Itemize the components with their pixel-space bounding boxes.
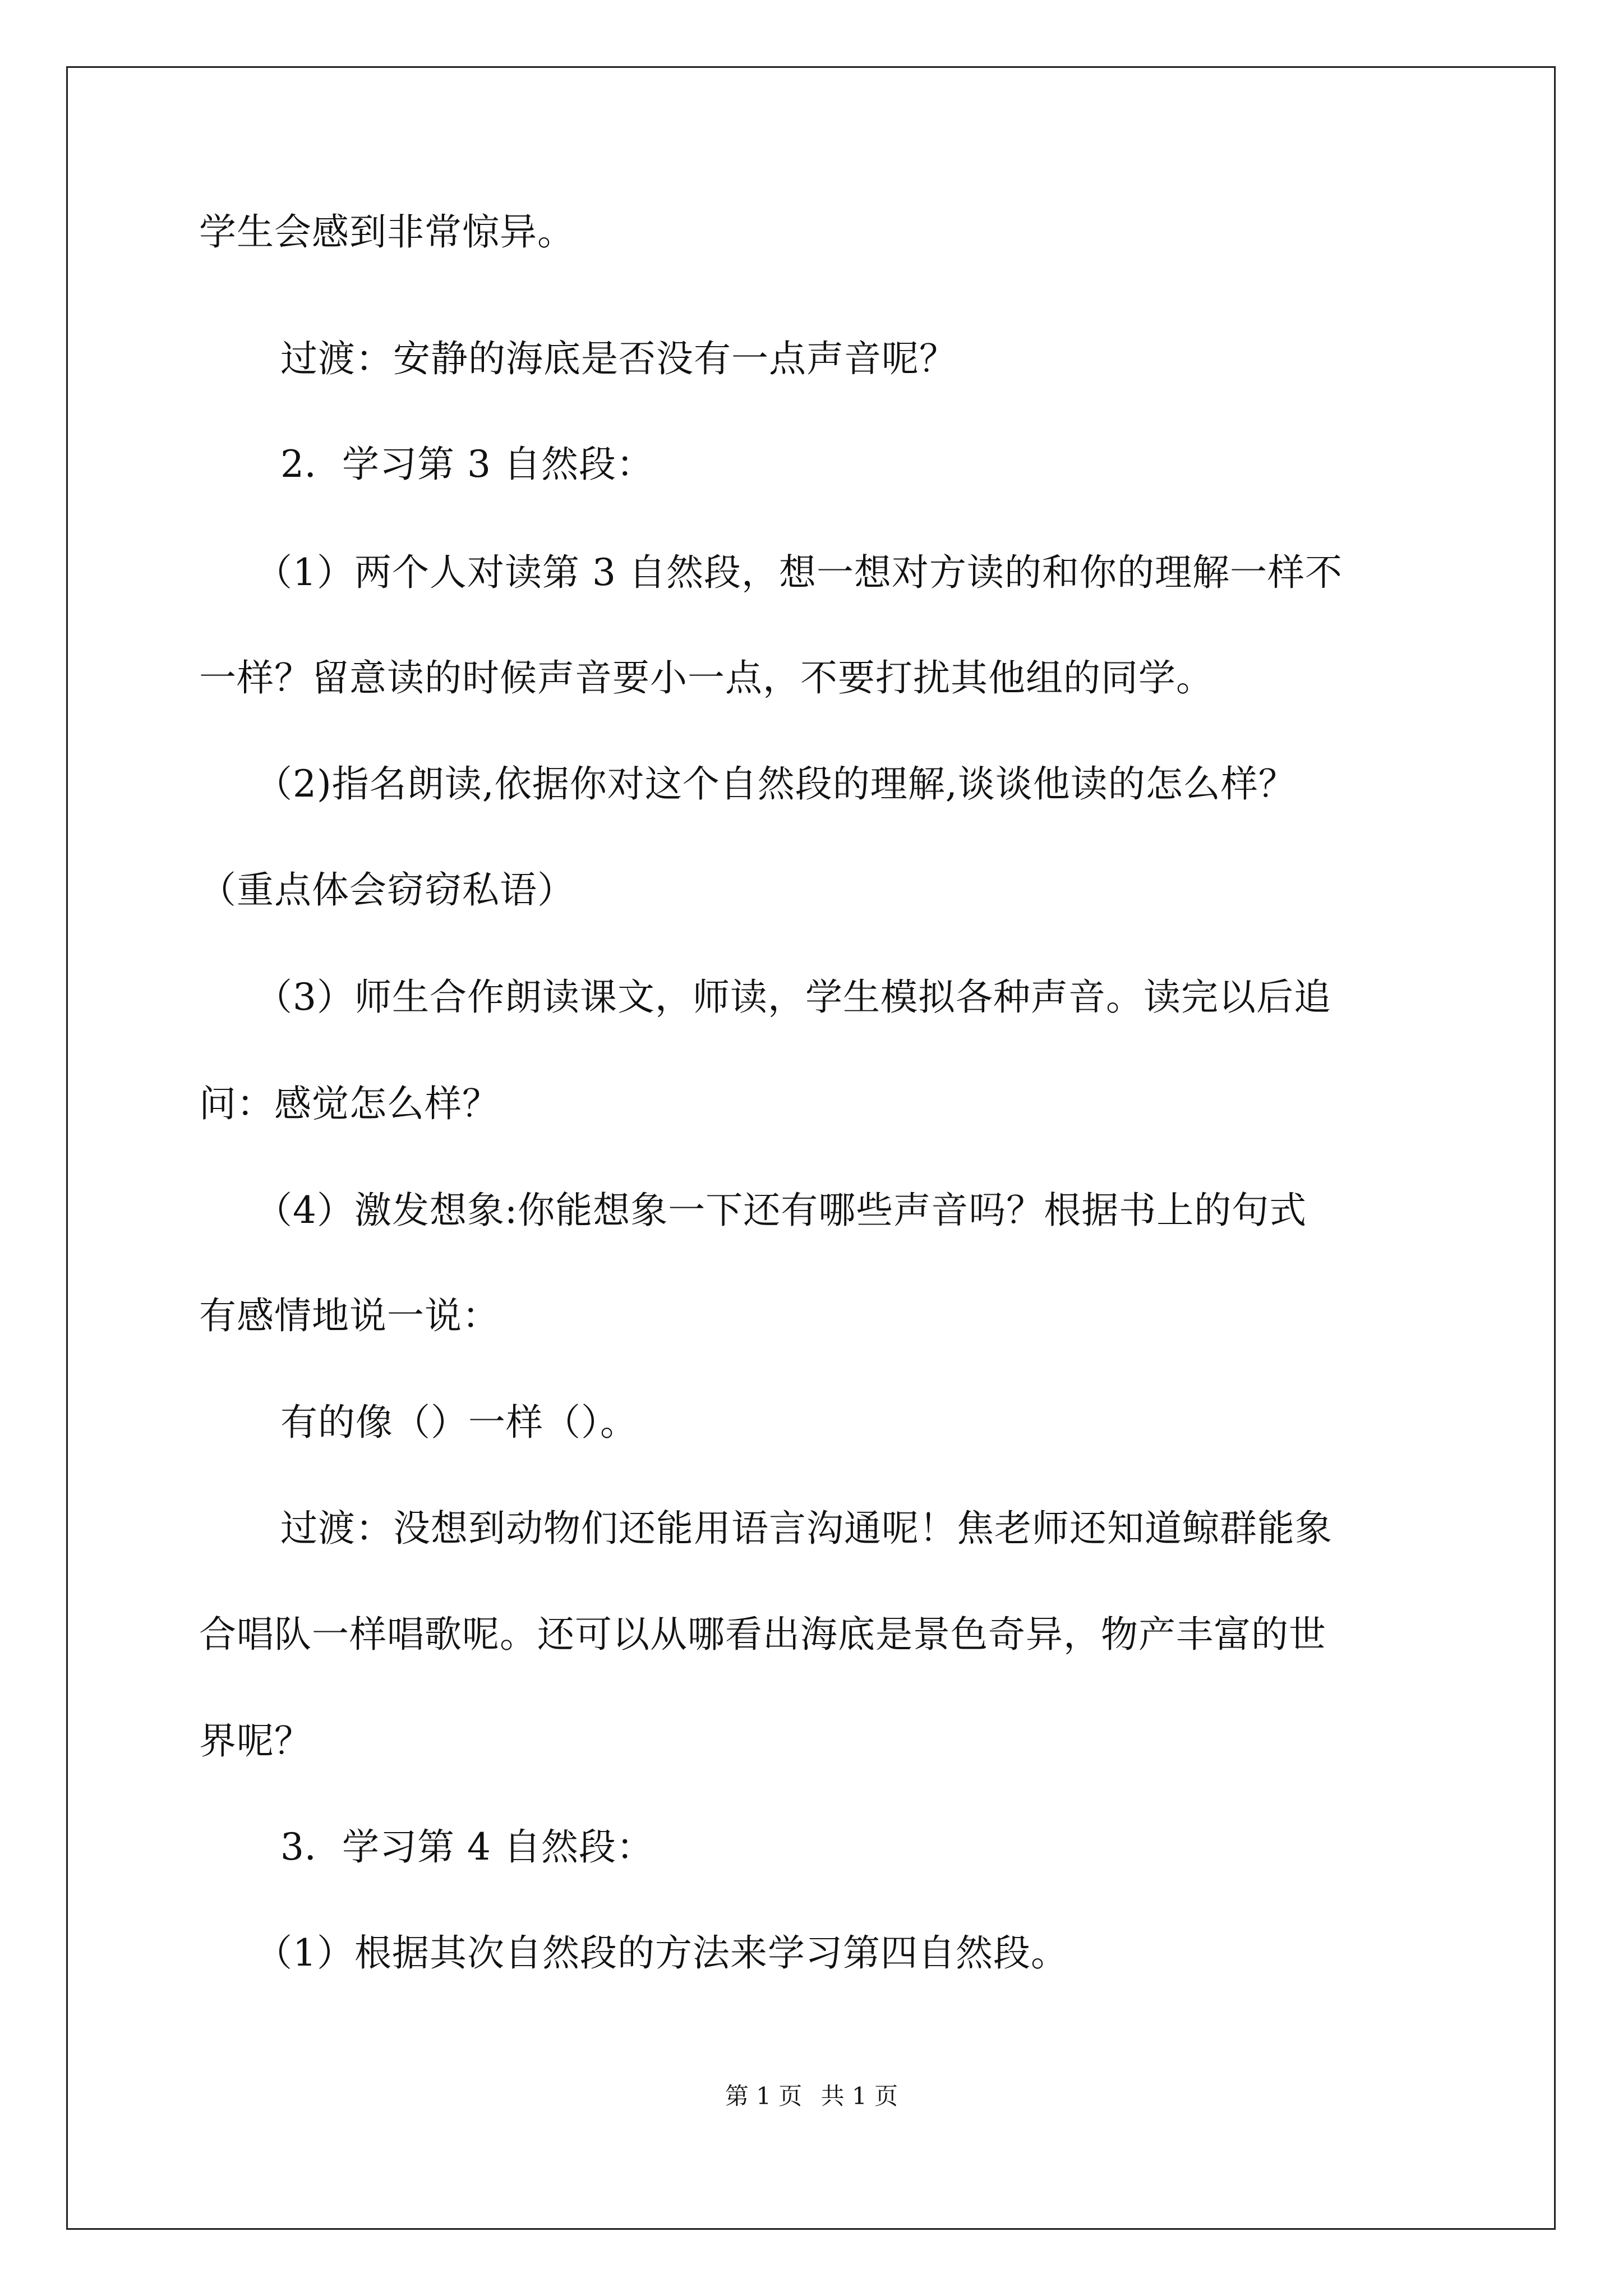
text-line-9: 问：感觉怎么样？ — [199, 1082, 500, 1125]
page-number: 第 1 页 — [725, 2082, 803, 2110]
page-border — [66, 66, 1556, 2230]
text-line-11: 有感情地说一说： — [199, 1294, 500, 1337]
text-line-10: （4）激发想象:你能想象一下还有哪些声音吗？根据书上的句式 — [255, 1189, 1307, 1232]
text-line-3: 2．学习第 3 自然段： — [280, 443, 654, 486]
text-line-13: 过渡：没想到动物们还能用语言沟通呢！焦老师还知道鲸群能象 — [280, 1507, 1332, 1550]
page-total: 共 1 页 — [820, 2082, 898, 2110]
text-line-14: 合唱队一样唱歌呢。还可以从哪看出海底是景色奇异，物产丰富的世 — [199, 1613, 1326, 1656]
page-footer — [0, 2082, 1623, 2110]
text-line-5: 一样？留意读的时候声音要小一点，不要打扰其他组的同学。 — [199, 656, 1214, 700]
text-line-16: 3．学习第 4 自然段： — [280, 1825, 654, 1869]
text-line-2: 过渡：安静的海底是否没有一点声音呢？ — [280, 337, 957, 380]
text-line-15: 界呢？ — [199, 1719, 312, 1763]
text-line-8: （3）师生合作朗读课文，师读，学生模拟各种声音。读完以后追 — [255, 976, 1331, 1019]
text-line-12: 有的像（）一样（）。 — [280, 1401, 638, 1444]
text-line-6: （2)指名朗读,依据你对这个自然段的理解,谈谈他读的怎么样？ — [255, 762, 1296, 806]
text-line-1: 学生会感到非常惊异。 — [199, 210, 575, 254]
text-line-7: （重点体会窃窃私语） — [199, 868, 575, 912]
text-line-17: （1）根据其次自然段的方法来学习第四自然段。 — [255, 1931, 1068, 1975]
text-line-4: （1）两个人对读第 3 自然段，想一想对方读的和你的理解一样不 — [255, 551, 1343, 594]
